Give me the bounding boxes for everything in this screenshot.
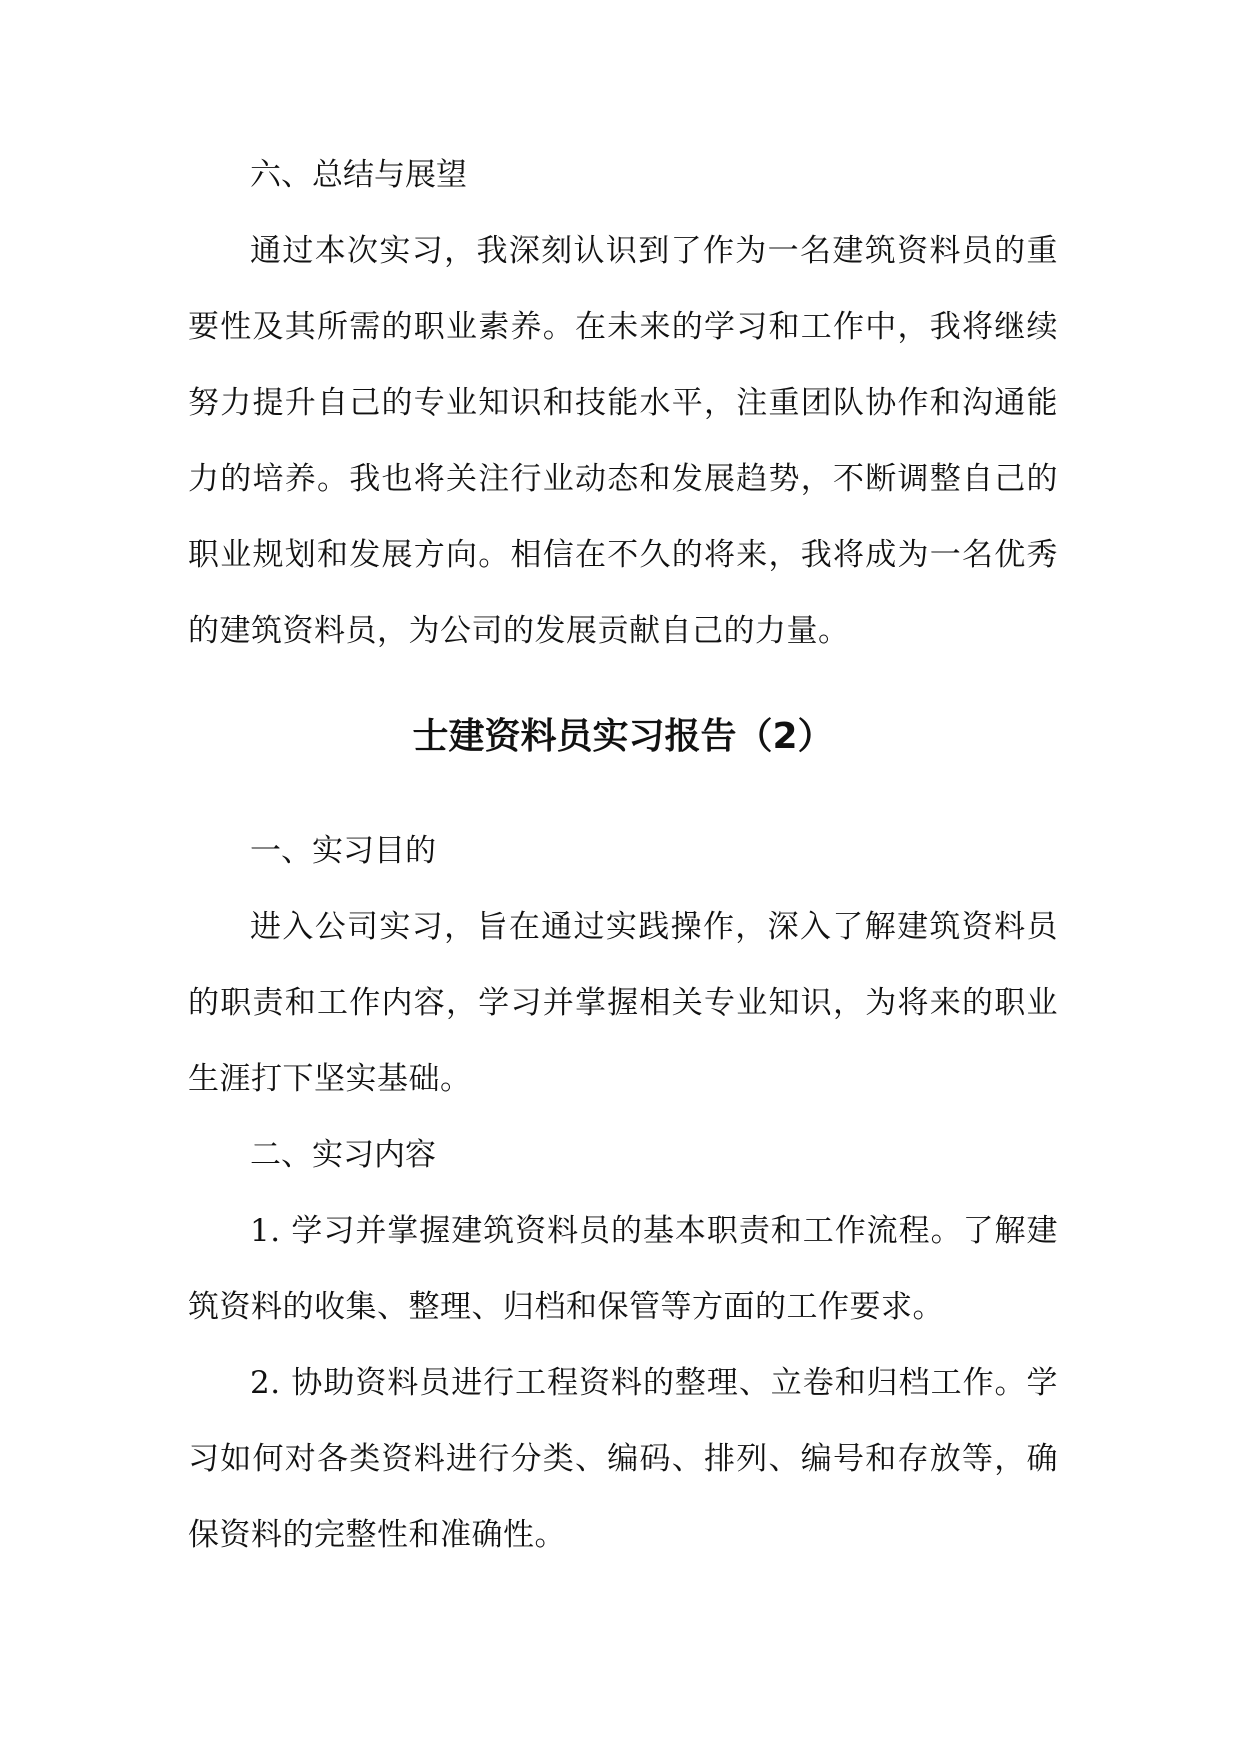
spacer bbox=[188, 669, 1058, 699]
content-item-1: 1. 学习并掌握建筑资料员的基本职责和工作流程。了解建筑资料的收集、整理、归档和保管等方面的工作要求。 bbox=[188, 1213, 1058, 1325]
purpose-paragraph: 进入公司实习，旨在通过实践操作，深入了解建筑资料员的职责和工作内容，学习并掌握相关专业知识，为将来的职业生涯打下坚实基础。 bbox=[188, 909, 1058, 1097]
content-item-2: 2. 协助资料员进行工程资料的整理、立卷和归档工作。学习如何对各类资料进行分类、编码、排列、编号和存放等，确保资料的完整性和准确性。 bbox=[188, 1365, 1058, 1553]
report-title: 士建资料员实习报告（2） bbox=[412, 716, 834, 757]
document-content bbox=[188, 137, 1058, 1573]
summary-heading: 六、总结与展望 bbox=[250, 157, 467, 193]
spacer bbox=[188, 775, 1058, 813]
purpose-heading: 一、实习目的 bbox=[250, 833, 436, 869]
summary-paragraph: 通过本次实习，我深刻认识到了作为一名建筑资料员的重要性及其所需的职业素养。在未来的学习和工作中，我将继续努力提升自己的专业知识和技能水平，注重团队协作和沟通能力的培养。我也将关注行业动态和发展趋势，不断调整自己的职业规划和发展方向。相信在不久的将来，我将成为一名优秀的建筑资料员，为公司的发展贡献自己的力量。 bbox=[188, 233, 1058, 649]
content-heading: 二、实习内容 bbox=[250, 1137, 436, 1173]
